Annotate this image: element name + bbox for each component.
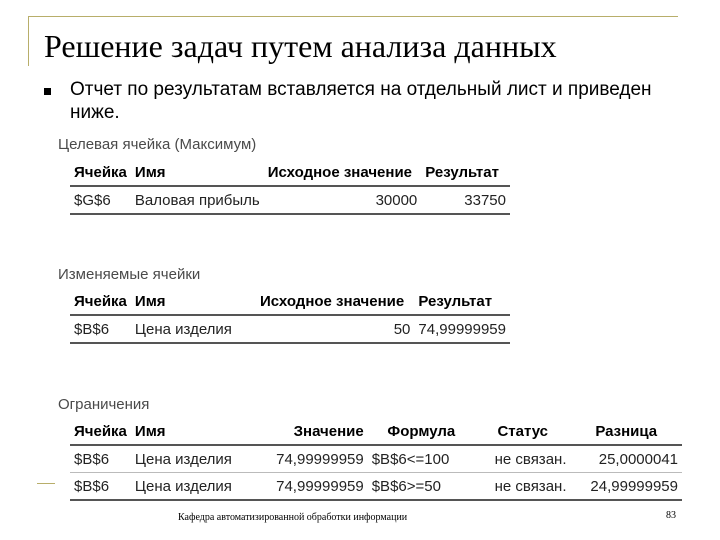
cell-formula: $B$6>=50 xyxy=(368,473,475,501)
page-number: 83 xyxy=(666,510,676,521)
constraints-table xyxy=(70,419,682,501)
footer-text: Кафедра автоматизированной обработки информации xyxy=(178,512,408,523)
column-header: Имя xyxy=(131,160,264,186)
column-header: Исходное значение xyxy=(256,289,414,315)
cell-initial-value: 50 xyxy=(256,315,414,343)
constraints-section-label: Ограничения xyxy=(58,396,150,413)
cell-result: 74,99999959 xyxy=(414,315,510,343)
column-header: Результат xyxy=(414,289,510,315)
changing-section-label: Изменяемые ячейки xyxy=(58,266,201,283)
frame-left-line xyxy=(28,16,29,66)
frame-bottom-mark xyxy=(37,483,55,484)
cell-name: Цена изделия xyxy=(131,445,260,473)
target-table xyxy=(70,160,510,215)
column-header: Исходное значение xyxy=(264,160,422,186)
cell-ref: $B$6 xyxy=(70,445,131,473)
cell-status: не связан. xyxy=(475,445,570,473)
column-header: Результат xyxy=(421,160,510,186)
table-row xyxy=(70,186,510,214)
frame-top-line xyxy=(28,16,678,17)
cell-value: 74,99999959 xyxy=(260,445,368,473)
bullet-square-icon xyxy=(44,88,51,95)
column-header: Статус xyxy=(475,419,570,445)
column-header: Формула xyxy=(368,419,475,445)
column-header: Ячейка xyxy=(70,160,131,186)
column-header: Разница xyxy=(570,419,682,445)
column-header: Значение xyxy=(260,419,368,445)
bullet-text: Отчет по результатам вставляется на отдельный лист и приведен ниже. xyxy=(70,79,652,123)
cell-status: не связан. xyxy=(475,473,570,501)
column-header: Ячейка xyxy=(70,419,131,445)
slide-title: Решение задач путем анализа данных xyxy=(44,28,557,64)
cell-result: 33750 xyxy=(421,186,510,214)
cell-name: Цена изделия xyxy=(131,473,260,501)
cell-formula: $B$6<=100 xyxy=(368,445,475,473)
cell-name: Валовая прибыль xyxy=(131,186,264,214)
cell-slack: 24,99999959 xyxy=(570,473,682,501)
table-header-row xyxy=(70,419,682,445)
table-row xyxy=(70,315,510,343)
changing-table xyxy=(70,289,510,344)
target-section-label: Целевая ячейка (Максимум) xyxy=(58,136,257,153)
table-header-row xyxy=(70,289,510,315)
table-header-row xyxy=(70,160,510,186)
column-header: Имя xyxy=(131,419,260,445)
cell-initial-value: 30000 xyxy=(264,186,422,214)
table-row xyxy=(70,473,682,501)
table-row xyxy=(70,445,682,473)
cell-ref: $B$6 xyxy=(70,473,131,501)
cell-value: 74,99999959 xyxy=(260,473,368,501)
column-header: Ячейка xyxy=(70,289,131,315)
cell-ref: $G$6 xyxy=(70,186,131,214)
cell-ref: $B$6 xyxy=(70,315,131,343)
cell-name: Цена изделия xyxy=(131,315,256,343)
cell-slack: 25,0000041 xyxy=(570,445,682,473)
column-header: Имя xyxy=(131,289,256,315)
